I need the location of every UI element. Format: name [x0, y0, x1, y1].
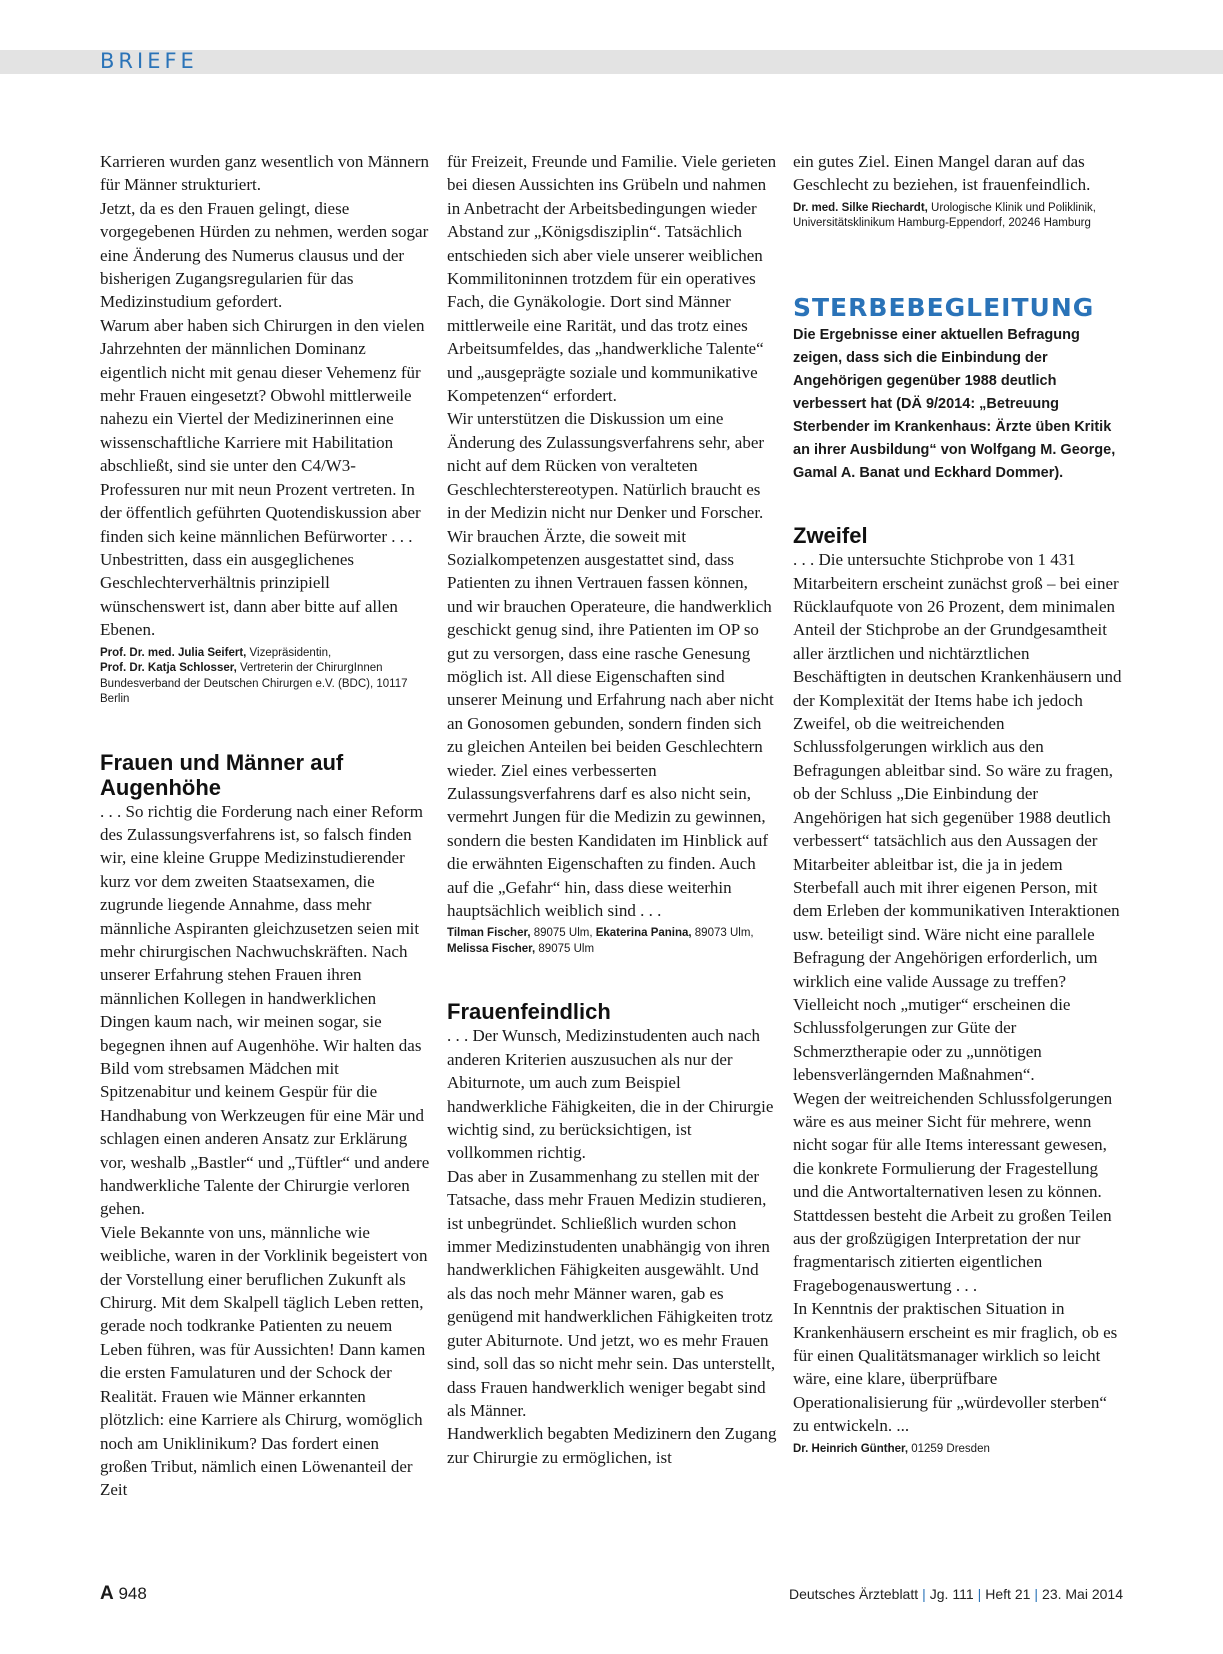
paragraph: In Kenntnis der praktischen Situation in Krankenhäusern erscheint es mir fraglich, ob es für einen Qualitätsmanager wirklich so leicht wäre, eine klare, überprüfbare Operationalisierung für „würdevoller sterben“ zu entwickeln. ...	[793, 1299, 1118, 1436]
paragraph: . . . Die untersuchte Stichprobe von 1 431 Mitarbeitern erscheint zunächst groß – bei einer Rücklaufquote von 26 Prozent, dem minimalen Anteil der Stichprobe an der Grundgesamtheit aller ärztlichen und nichtärztlichen Beschäftigten in deutschen Krankenhäusern und der Komplexität der Items habe ich jedoch Zweifel, ob die weitreichenden Schlussfolgerungen wirklich aus den Befragungen ableitbar sind. So wäre zu fragen, ob der Schluss „Die Einbindung der Angehörigen hat sich gegenüber 1988 deutlich verbessert“ tatsächlich aus den Aussagen der Mitarbeiter ableitbar ist, die ja in jedem Sterbefall auch mit ihrer eigenen Person, mit dem Erleben der kommunikativen Interaktionen usw. beteiligt sind. Wäre nicht eine parallele Befragung der Angehörigen erforderlich, um wirklich eine valide Aussage zu treffen?	[793, 550, 1122, 991]
author-location: 89075 Ulm,	[530, 927, 596, 940]
paragraph: Jetzt, da es den Frauen gelingt, diese vorgegebenen Hürden zu nehmen, werden sogar eine Änderung des Numerus clausus und der bisherigen Zugangsregularien für das Medizinstudium gefordert.	[100, 198, 429, 312]
journal-footer: Deutsches Ärzteblatt | Jg. 111 | Heft 21 | 23. Mai 2014	[788, 1586, 1123, 1602]
author-affiliation: Urologische Klinik und Poliklinik, Universitätsklinikum Hamburg-Eppendorf, 20246 Hamburg	[793, 201, 1096, 230]
letter-headline: Zweifel	[793, 523, 868, 549]
paragraph: Warum aber haben sich Chirurgen in den vielen Jahrzehnten der männlichen Dominanz eigentlich nicht mit genau dieser Vehemenz für mehr Frauen eingesetzt? Obwohl mittlerweile nahezu ein Viertel der Medizinerinnen eine wissenschaftliche Karriere mit Habilitation abschließt, sind sie unter den C4/W3-Professuren nur mit neun Prozent vertreten. In der öffentlich geführten Quotendiskussion aber finden sich keine männlichen Befürworter . . . Unbestritten, dass ein ausgeglichenes Geschlechterverhältnis prinzipiell wünschenswert ist, dann aber bitte auf allen Ebenen.	[100, 315, 425, 640]
topic-lead: Die Ergebnisse einer aktuellen Befragung zeigen, dass sich die Einbindung der Angehörigen gegenüber 1988 deutlich verbessert hat (DÄ 9/2014: „Betreuung Sterbender im Krankenhaus: Ärzte üben Kritik an ihrer Ausbildung“ von Wolfgang M. George, Gamal A. Banat und Eckhard Dommer).	[793, 327, 1116, 482]
letter-headline: Frauen und Männer auf Augenhöhe	[100, 749, 344, 800]
page-number-value: 948	[118, 1584, 147, 1603]
author-affiliation: Vizepräsidentin,	[246, 646, 332, 659]
topic-kicker: STERBEBEGLEITUNG	[793, 292, 1095, 322]
column-1	[100, 150, 430, 1502]
section-label: BRIEFE	[100, 49, 198, 73]
author-name: Tilman Fischer,	[447, 927, 531, 940]
letter-signature	[793, 201, 1123, 232]
paragraph: ein gutes Ziel. Einen Mangel daran auf das Geschlecht zu beziehen, ist frauenfeindlich.	[793, 152, 1091, 195]
paragraph: . . . Der Wunsch, Medizinstudenten auch nach anderen Kriterien auszusuchen als nur der Abiturnote, um auch zum Beispiel handwerkliche Fähigkeiten, die in der Chirurgie wichtig sind, zu berücksichtigen, ist vollkommen richtig.	[447, 1026, 774, 1163]
paragraph: Viele Bekannte von uns, männliche wie weibliche, waren in der Vorklinik begeistert von der Vorstellung einer beruflichen Zukunft als Chirurg. Mit dem Skalpell täglich Leben retten, gerade noch todkranke Patienten zu neuem Leben führen, was für Aussichten! Dann kamen die ersten Famulaturen und der Schock der Realität. Frauen wie Männer erkannten plötzlich: eine Karriere als Chirurg, womöglich noch am Uniklinikum? Das fordert einen großen Tribut, nämlich einen Löwenanteil der Zeit	[100, 1222, 428, 1500]
author-affiliation: Vertreterin der ChirurgInnen Bundesverband der Deutschen Chirurgen e.V. (BDC), 10117 Berlin	[100, 662, 408, 706]
page-number	[100, 1583, 147, 1605]
author-name: Dr. med. Silke Riechardt,	[793, 201, 928, 214]
letter-headline: Frauenfeindlich	[447, 999, 611, 1025]
author-location: 01259 Dresden	[908, 1442, 990, 1455]
author-location: 89075 Ulm	[535, 942, 595, 955]
paragraph: . . . So richtig die Forderung nach einer Reform des Zulassungsverfahrens ist, so falsch finden wir, eine kleine Gruppe Medizinstudierender kurz vor dem zweiten Staatsexamen, die zugrunde liegende Annahme, dass mehr männliche Aspiranten gleichzusetzen seien mit mehr chirurgischen Nachwuchskräften. Nach unserer Erfahrung stehen Frauen ihren männlichen Kollegen in handwerklichen Dingen kaum nach, wir meinen sogar, sie begegnen ihnen auf Augenhöhe. Wir halten das Bild vom strebsamen Mädchen mit Spitzenabitur und keinem Gespür für die Handhabung von Werkzeugen für eine Mär und schlagen einen anderen Ansatz zur Erklärung vor, weshalb „Bastler“ und „Tüftler“ und andere handwerkliche Talente der Chirurgie verloren gehen.	[100, 801, 430, 1219]
letter-signature	[100, 646, 430, 708]
paragraph: Wir unterstützen die Diskussion um eine Änderung des Zulassungsverfahrens sehr, aber nicht auf dem Rücken von veralteten Geschlechterstereotypen. Natürlich braucht es in der Medizin nicht nur Denker und Forscher. Wir brauchen Ärzte, die soweit mit Sozialkompetenzen ausgestattet sind, dass Patienten zu ihnen Vertrauen fassen können, und wir brauchen Operateure, die handwerklich geschickt genug sind, ihre Patienten im OP so gut zu versorgen, dass eine rasche Genesung möglich ist. All diese Eigenschaften sind unserer Meinung und Erfahrung nach aber nicht an Gonosomen gebunden, sondern finden sich zu gleichen Anteilen bei beiden Geschlechtern wieder. Ziel eines verbesserten Zulassungsverfahrens darf es also nicht sein, vermehrt Jungen für die Medizin zu gewinnen, sondern die besten Kandidaten im Hinblick auf die erwähnten Eigenschaften zu finden. Auch auf die „Gefahr“ hin, dass diese weiterhin hauptsächlich weiblich sind . . .	[447, 409, 774, 920]
column-2	[447, 150, 777, 1469]
journal-volume: Jg. 111	[929, 1586, 974, 1602]
journal-name: Deutsches Ärzteblatt	[788, 1586, 919, 1602]
author-name: Melissa Fischer,	[447, 942, 536, 955]
paragraph: Handwerklich begabten Medizinern den Zugang zur Chirurgie zu ermöglichen, ist	[447, 1424, 777, 1467]
column-3	[793, 150, 1123, 1457]
paragraph: Das aber in Zusammenhang zu stellen mit der Tatsache, dass mehr Frauen Medizin studieren, ist unbegründet. Schließlich wurden schon immer Medizinstudenten unabhängig von ihren handwerklichen Fähigkeiten ausgewählt. Und als das noch mehr Männer waren, gab es genügend mit handwerklichen Fähigkeiten trotz guter Abiturnote. Und jetzt, wo es mehr Frauen sind, soll das so nicht mehr sein. Das unterstellt, dass Frauen handwerklich weniger begabt sind als Männer.	[447, 1166, 776, 1420]
letter-signature	[447, 926, 777, 957]
author-name: Prof. Dr. Katja Schlosser,	[100, 662, 237, 675]
page-prefix: A	[100, 1583, 114, 1604]
journal-date: 23. Mai 2014	[1042, 1586, 1123, 1602]
author-name: Dr. Heinrich Günther,	[793, 1442, 909, 1455]
paragraph: Karrieren wurden ganz wesentlich von Männern für Männer strukturiert.	[100, 152, 430, 195]
paragraph: Vielleicht noch „mutiger“ erscheinen die Schlussfolgerungen zur Güte der Schmerztherapie oder zu „unnötigen lebensverlängernden Maßnahmen“.	[793, 994, 1071, 1085]
author-name: Ekaterina Panina,	[595, 927, 692, 940]
paragraph: Wegen der weitreichenden Schlussfolgerungen wäre es aus meiner Sicht für mehrere, wenn nicht sogar für alle Items interessant gewesen, die konkrete Formulierung der Fragestellung und die Antwortalternativen lesen zu können. Stattdessen besteht die Arbeit zu großen Teilen aus der großzügigen Interpretation der nur fragmentarisch zitierten eigentlichen Fragebogenauswertung . . .	[793, 1088, 1113, 1295]
letter-signature	[793, 1442, 1123, 1458]
author-location: 89073 Ulm,	[691, 927, 754, 940]
journal-issue: Heft 21	[985, 1586, 1031, 1602]
author-name: Prof. Dr. med. Julia Seifert,	[100, 646, 247, 659]
paragraph: für Freizeit, Freunde und Familie. Viele gerieten bei diesen Aussichten ins Grübeln und nahmen in Anbetracht der Arbeitsbedingungen wieder Abstand zur „Königsdisziplin“. Tatsächlich entschieden sich aber viele unserer weiblichen Kommilitoninnen trotzdem für ein operatives Fach, die Gynäkologie. Dort sind Männer mittlerweile eine Rarität, und das trotz eines Arbeitsumfeldes, das „handwerkliche Talente“ und „ausgeprägte soziale und kommunikative Kompetenzen“ erfordert.	[447, 152, 777, 406]
